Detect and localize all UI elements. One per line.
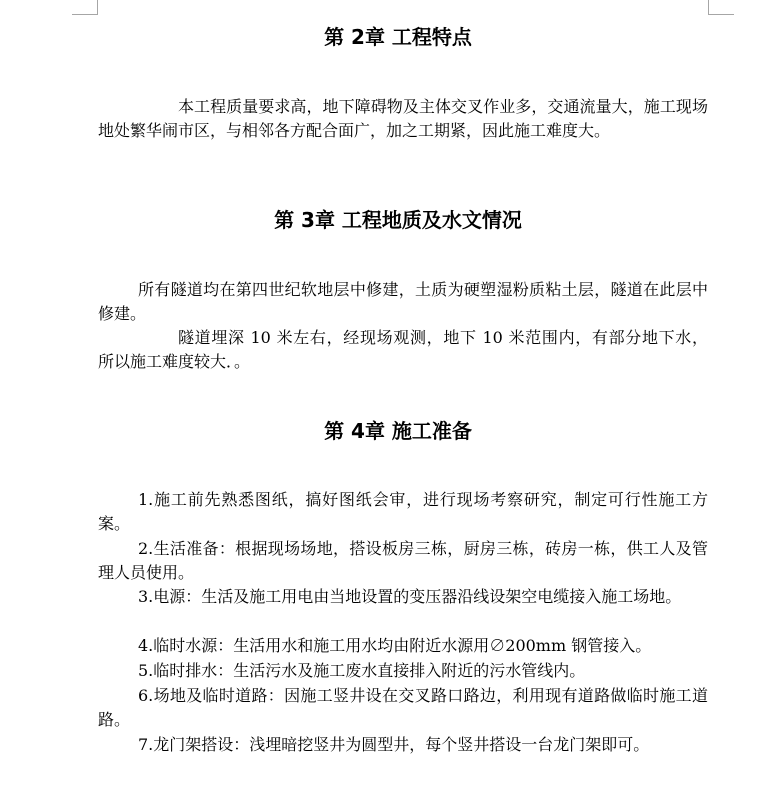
chapter-3-heading: 第 3章 工程地质及水文情况	[274, 208, 522, 232]
crop-mark-top-left	[72, 14, 98, 15]
chapter-4-item: 7.龙门架搭设：浅埋暗挖竖井为圆型井，每个竖井搭设一台龙门架即可。	[138, 735, 650, 754]
crop-mark-top-right	[708, 14, 734, 15]
chapter-4-item: 5.临时排水：生活污水及施工废水直接排入附近的污水管线内。	[138, 661, 586, 680]
chapter-4-item: 3.电源：生活及施工用电由当地设置的变压器沿线设架空电缆接入施工场地。	[138, 587, 682, 606]
chapter-3-paragraph: 所有隧道均在第四世纪软地层中修建，土质为硬塑湿粉质粘土层，隧道在此层中修建。	[98, 280, 708, 323]
chapter-4-item: 1.施工前先熟悉图纸，搞好图纸会审，进行现场考察研究，制定可行性施工方案。	[98, 490, 708, 533]
crop-mark-top-right	[708, 0, 709, 14]
chapter-4-item: 6.场地及临时道路：因施工竖井设在交叉路口路边，利用现有道路做临时施工道路。	[98, 686, 708, 729]
chapter-2-heading: 第 2章 工程特点	[324, 25, 472, 49]
chapter-3-paragraph: 隧道埋深 10 米左右，经现场观测，地下 10 米范围内，有部分地下水， 所以施工难度较大．。	[98, 328, 708, 371]
chapter-4-item: 4.临时水源：生活用水和施工用水均由附近水源用∅200mm 钢管接入。	[138, 636, 652, 655]
chapter-4-item: 2.生活准备：根据现场场地，搭设板房三栋，厨房三栋，砖房一栋，供工人及管理人员使用。	[98, 539, 708, 582]
chapter-4-heading: 第 4章 施工准备	[324, 419, 472, 443]
chapter-2-paragraph: 本工程质量要求高，地下障碍物及主体交叉作业多，交通流量大，施工现场地处繁华闹市区，与相邻各方配合面广，加之工期紧，因此施工难度大。	[98, 97, 708, 140]
crop-mark-top-left	[97, 0, 98, 14]
